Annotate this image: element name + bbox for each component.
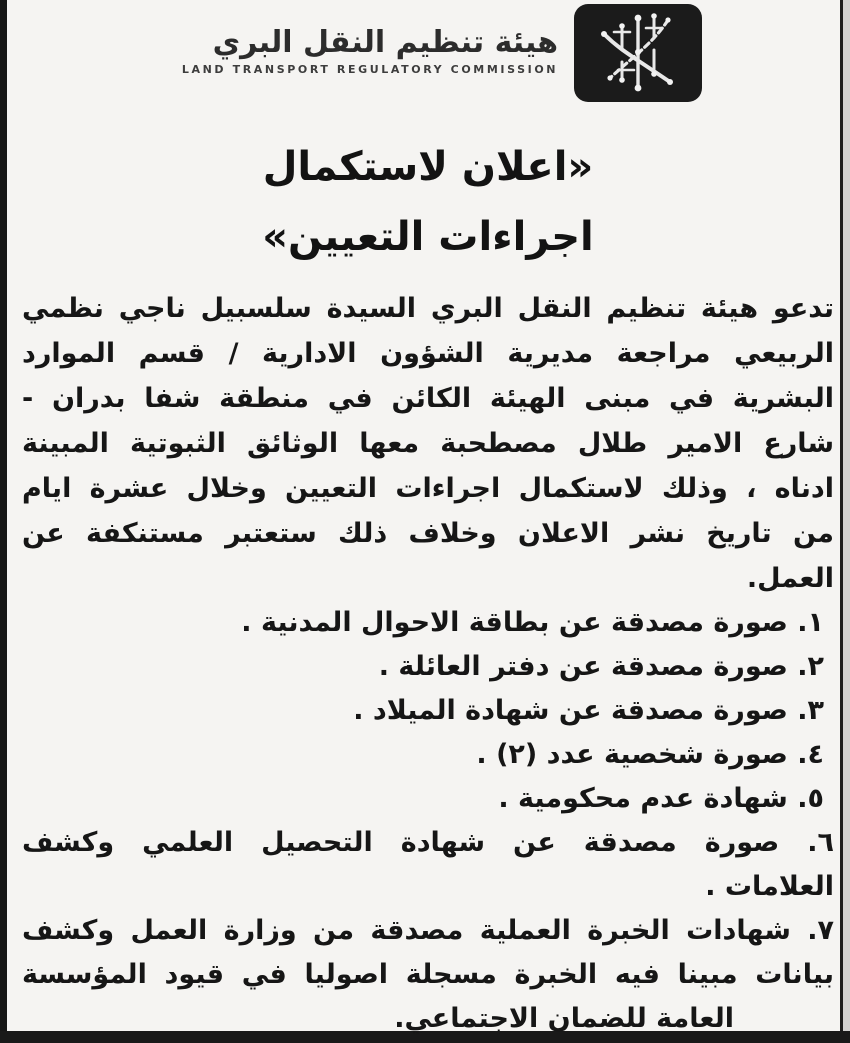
paragraph-line: البشرية في مبنى الهيئة الكائن في منطقة شفا بدران - (22, 383, 834, 414)
announcement-title-line-1: «اعلان لاستكمال (262, 144, 594, 190)
requirement-item-7: ٧. شهادات الخبرة العملية مصدقة من وزارة العمل وكشف (22, 915, 834, 946)
road-network-icon (574, 4, 702, 102)
requirement-item-1: ١. صورة مصدقة عن بطاقة الاحوال المدنية . (241, 607, 824, 638)
scan-border-left (0, 0, 7, 1043)
scan-border-right (840, 0, 843, 1043)
paragraph-line: شارع الامير طلال مصطحبة معها الوثائق الثبوتية المبينة (22, 428, 834, 459)
paragraph-line: العمل. (746, 563, 834, 594)
requirements-list (22, 601, 834, 1041)
commission-name-arabic: هيئة تنظيم النقل البري (212, 25, 559, 60)
requirement-item-6: ٦. صورة مصدقة عن شهادة التحصيل العلمي وكشف (22, 827, 834, 858)
announcement-content (22, 0, 834, 1041)
paragraph-line: الربيعي مراجعة مديرية الشؤون الادارية / قسم الموارد (22, 338, 834, 369)
requirement-item-7-continued: بيانات مبينا فيه الخبرة مسجلة اصوليا في قيود المؤسسة (22, 959, 834, 990)
paragraph-line: ادناه ، وذلك لاستكمال اجراءات التعيين وخلال عشرة ايام (22, 473, 834, 504)
commission-brand-text (182, 26, 558, 76)
announcement-paragraph (22, 286, 834, 601)
requirement-item-4: ٤. صورة شخصية عدد (٢) . (476, 739, 824, 770)
requirement-item-3: ٣. صورة مصدقة عن شهادة الميلاد . (353, 695, 824, 726)
announcement-title-line-2: اجراءات التعيين» (262, 214, 594, 260)
requirement-item-7-end: العامة للضمان الاجتماعي. (394, 1003, 734, 1034)
paragraph-line: من تاريخ نشر الاعلان وخلاف ذلك ستعتبر مستنكفة عن (22, 518, 834, 549)
requirement-item-6-continued: العلامات . (705, 871, 834, 902)
paragraph-line: تدعو هيئة تنظيم النقل البري السيدة سلسبيل ناجي نظمي (22, 293, 834, 324)
commission-name-english: LAND TRANSPORT REGULATORY COMMISSION (181, 63, 559, 76)
requirement-item-5: ٥. شهادة عدم محكومية . (498, 783, 824, 814)
commission-header (36, 4, 848, 108)
requirement-item-2: ٢. صورة مصدقة عن دفتر العائلة . (378, 651, 824, 682)
scan-margin-right (843, 0, 850, 1043)
announcement-title (22, 132, 834, 272)
